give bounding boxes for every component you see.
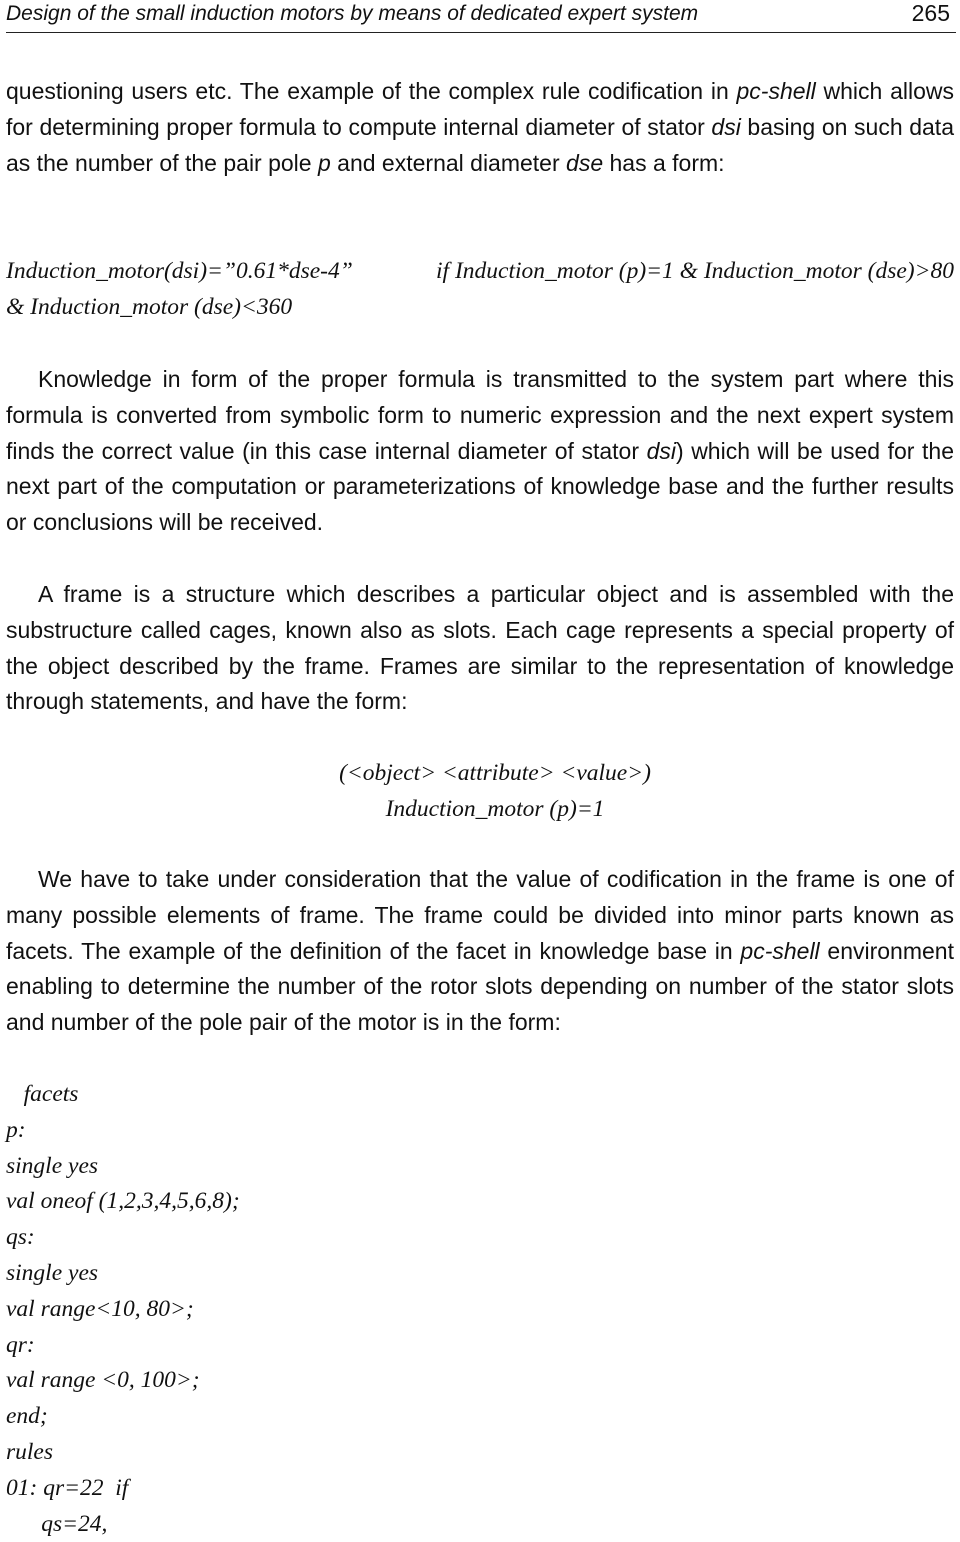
- code-line: qr:: [6, 1331, 35, 1358]
- frame-form-line-1: (<object> <attribute> <value>): [339, 760, 651, 786]
- emphasis-p: p: [317, 149, 331, 176]
- code-line: val range<10, 80>;: [6, 1295, 194, 1322]
- text-span: basing on such data as the number of the pair pole: [6, 113, 954, 176]
- running-title: Design of the small induction motors by means of dedicated expert system: [6, 2, 699, 25]
- running-header: [6, 0, 956, 33]
- rule-code-block: [6, 254, 954, 326]
- facets-code-block: [6, 1077, 606, 1542]
- paragraph-facets: [6, 862, 954, 1041]
- emphasis-dsi: dsi: [711, 113, 741, 140]
- text-span: ) which will be used for the next part of the computation or parameterizations of knowledge base and the further results or conclusions will be received.: [6, 437, 955, 536]
- emphasis-pc-shell: pc-shell: [736, 78, 816, 104]
- code-line: single yes: [6, 1259, 99, 1286]
- frame-form-line-2: Induction_motor (p)=1: [385, 796, 605, 822]
- text-span: has a form:: [603, 149, 725, 176]
- text-span: environment enabling to determine the number of the rotor slots depending on number of the stator slots and number of the pole pair of the motor is in the form:: [6, 937, 954, 1036]
- rule-line-2: & Induction_motor (dse)<360: [6, 293, 293, 320]
- code-line: val range <0, 100>;: [6, 1367, 200, 1394]
- rule-formula: Induction_motor(dsi)=”0.61*dse-4”: [6, 258, 353, 284]
- text-span: Knowledge in form of the proper formula is transmitted to the system part where this formula is converted from symbolic form to numeric expression and the next expert system finds the correct value (in this case internal diameter of stator: [6, 366, 954, 464]
- code-line: 01: qr=22 if: [6, 1474, 129, 1501]
- emphasis-dse: dse: [566, 149, 604, 176]
- paragraph-rule-intro: [6, 74, 954, 181]
- text-span: We have to take under consideration that the value of codification in the frame is one of many possible elements of frame. The frame could be divided into minor parts known as facets. The example of the definition of the facet in knowledge base in: [6, 866, 954, 964]
- text-span: questioning users etc. The example of the complex rule codification in: [6, 78, 737, 104]
- code-line: facets: [6, 1081, 79, 1107]
- emphasis-dsi: dsi: [646, 437, 676, 464]
- code-line: single yes: [6, 1152, 99, 1179]
- code-line: qs=24,: [6, 1510, 108, 1537]
- paragraph-frame: A frame is a structure which describes a particular object and is assembled with the substructure called cages, known also as slots. Each cage represents a special property of the object described by the frame. Frames are similar to the representation of knowledge through statements, and have the form:: [6, 581, 954, 715]
- text-span: and external diameter: [330, 149, 567, 176]
- code-line: val oneof (1,2,3,4,5,6,8);: [6, 1188, 240, 1215]
- emphasis-pc-shell: pc-shell: [740, 937, 820, 964]
- text-span: which allows for determining proper formula to compute internal diameter of stator: [6, 78, 955, 140]
- code-line: rules: [6, 1438, 53, 1465]
- code-line: p:: [6, 1116, 26, 1143]
- page-number: 265: [911, 0, 950, 26]
- paragraph-knowledge: [6, 362, 954, 541]
- rule-condition: if Induction_motor (p)=1 & Induction_motor (dse)>80: [436, 258, 954, 284]
- rule-line-1: [6, 254, 954, 290]
- code-line: qs:: [6, 1224, 35, 1251]
- code-line: end;: [6, 1403, 48, 1430]
